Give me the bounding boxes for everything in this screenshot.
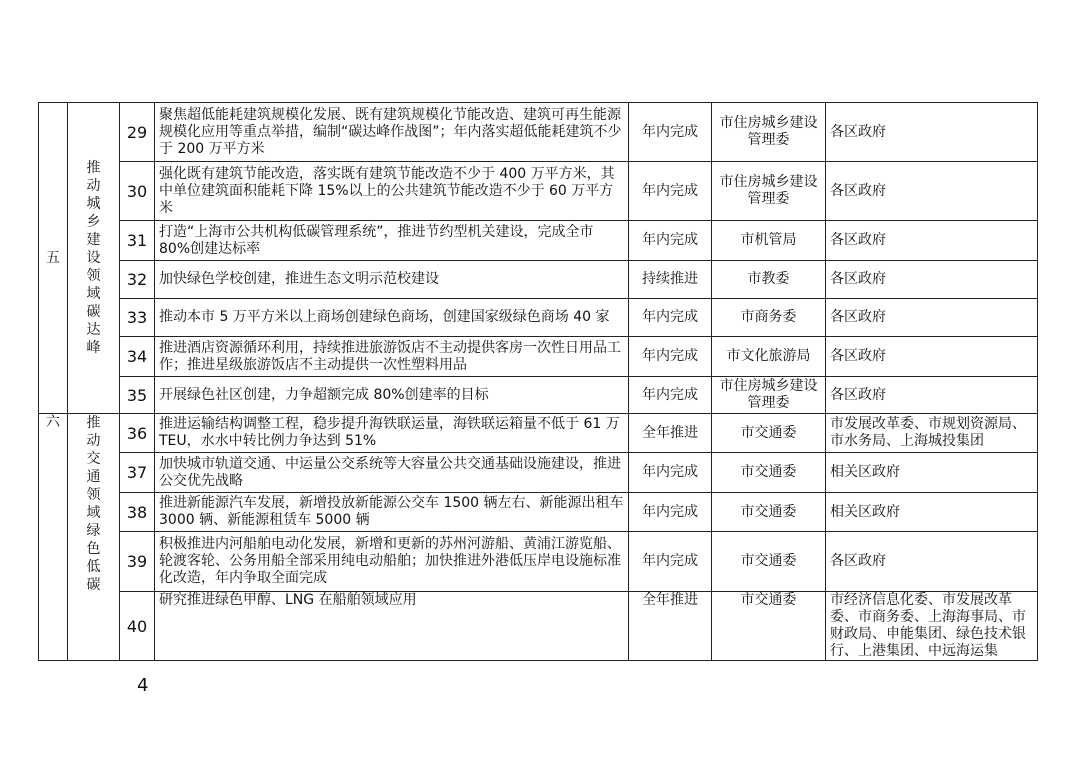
table-row [39, 261, 1038, 299]
section-number: 五 [39, 103, 68, 414]
time-limit: 持续推进 [629, 261, 712, 299]
table-row [39, 103, 1038, 162]
row-number: 34 [120, 337, 155, 377]
table-row [39, 532, 1038, 592]
section-category: 推动城乡建设领域碳达峰 [68, 103, 120, 414]
lead-department: 市交通委 [712, 532, 826, 592]
cooperating-units: 各区政府 [826, 299, 1038, 337]
time-limit: 年内完成 [629, 493, 712, 532]
table-row [39, 221, 1038, 261]
time-limit: 年内完成 [629, 221, 712, 261]
task-text: 开展绿色社区创建，力争超额完成 80%创建率的目标 [155, 377, 629, 414]
lead-department: 市商务委 [712, 299, 826, 337]
task-text: 加快绿色学校创建，推进生态文明示范校建设 [155, 261, 629, 299]
table-row [39, 162, 1038, 221]
row-number: 32 [120, 261, 155, 299]
cooperating-units: 各区政府 [826, 162, 1038, 221]
cooperating-units: 相关区政府 [826, 453, 1038, 493]
time-limit: 年内完成 [629, 453, 712, 493]
lead-department: 市交通委 [712, 592, 826, 661]
lead-department: 市住房城乡建设管理委 [712, 162, 826, 221]
time-limit: 全年推进 [629, 414, 712, 453]
table-row [39, 493, 1038, 532]
row-number: 40 [120, 592, 155, 661]
cooperating-units: 市发展改革委、市规划资源局、市水务局、上海城投集团 [826, 414, 1038, 453]
table-row [39, 414, 1038, 453]
time-limit: 全年推进 [629, 592, 712, 661]
row-number: 30 [120, 162, 155, 221]
section-number: 六 [39, 414, 68, 661]
lead-department: 市文化旅游局 [712, 337, 826, 377]
row-number: 35 [120, 377, 155, 414]
cooperating-units: 相关区政府 [826, 493, 1038, 532]
row-number: 37 [120, 453, 155, 493]
row-number: 31 [120, 221, 155, 261]
row-number: 33 [120, 299, 155, 337]
row-number: 29 [120, 103, 155, 162]
row-number: 39 [120, 532, 155, 592]
row-number: 36 [120, 414, 155, 453]
task-text: 推动本市 5 万平方米以上商场创建绿色商场，创建国家级绿色商场 40 家 [155, 299, 629, 337]
task-text: 研究推进绿色甲醇、LNG 在船舶领域应用 [155, 592, 629, 661]
cooperating-units: 各区政府 [826, 377, 1038, 414]
task-text: 推进酒店资源循环利用，持续推进旅游饭店不主动提供客房一次性日用品工作；推进星级旅游饭店不主动提供一次性塑料用品 [155, 337, 629, 377]
task-text: 推进运输结构调整工程，稳步提升海铁联运量，海铁联运箱量不低于 61 万 TEU，水水中转比例力争达到 51% [155, 414, 629, 453]
lead-department: 市交通委 [712, 493, 826, 532]
task-text: 加快城市轨道交通、中运量公交系统等大容量公共交通基础设施建设，推进公交优先战略 [155, 453, 629, 493]
time-limit: 年内完成 [629, 103, 712, 162]
lead-department: 市机管局 [712, 221, 826, 261]
time-limit: 年内完成 [629, 377, 712, 414]
table-row [39, 299, 1038, 337]
time-limit: 年内完成 [629, 299, 712, 337]
lead-department: 市住房城乡建设管理委 [712, 377, 826, 414]
cooperating-units: 各区政府 [826, 103, 1038, 162]
cooperating-units: 市经济信息化委、市发展改革委、市商务委、上海海事局、市财政局、申能集团、绿色技术银行、上港集团、中远海运集 [826, 592, 1038, 661]
time-limit: 年内完成 [629, 337, 712, 377]
cooperating-units: 各区政府 [826, 532, 1038, 592]
row-number: 38 [120, 493, 155, 532]
table-row [39, 377, 1038, 414]
table-row [39, 592, 1038, 661]
page-number: 4 [137, 675, 149, 696]
task-table [38, 102, 1038, 661]
time-limit: 年内完成 [629, 162, 712, 221]
section-category: 推动交通领域绿色低碳 [68, 414, 120, 661]
task-text: 强化既有建筑节能改造，落实既有建筑节能改造不少于 400 万平方米，其中单位建筑面积能耗下降 15%以上的公共建筑节能改造不少于 60 万平方米 [155, 162, 629, 221]
lead-department: 市交通委 [712, 414, 826, 453]
task-text: 积极推进内河船舶电动化发展，新增和更新的苏州河游船、黄浦江游览船、轮渡客轮、公务用船全部采用纯电动船舶；加快推进外港低压岸电设施标准化改造，年内争取全面完成 [155, 532, 629, 592]
cooperating-units: 各区政府 [826, 221, 1038, 261]
cooperating-units: 各区政府 [826, 337, 1038, 377]
lead-department: 市交通委 [712, 453, 826, 493]
table-row [39, 337, 1038, 377]
task-text: 推进新能源汽车发展，新增投放新能源公交车 1500 辆左右、新能源出租车 3000 辆、新能源租赁车 5000 辆 [155, 493, 629, 532]
task-text: 打造“上海市公共机构低碳管理系统”，推进节约型机关建设，完成全市 80%创建达标率 [155, 221, 629, 261]
cooperating-units: 各区政府 [826, 261, 1038, 299]
table-row [39, 453, 1038, 493]
lead-department: 市住房城乡建设管理委 [712, 103, 826, 162]
task-text: 聚焦超低能耗建筑规模化发展、既有建筑规模化节能改造、建筑可再生能源规模化应用等重点举措，编制“碳达峰作战图”；年内落实超低能耗建筑不少于 200 万平方米 [155, 103, 629, 162]
lead-department: 市教委 [712, 261, 826, 299]
time-limit: 年内完成 [629, 532, 712, 592]
